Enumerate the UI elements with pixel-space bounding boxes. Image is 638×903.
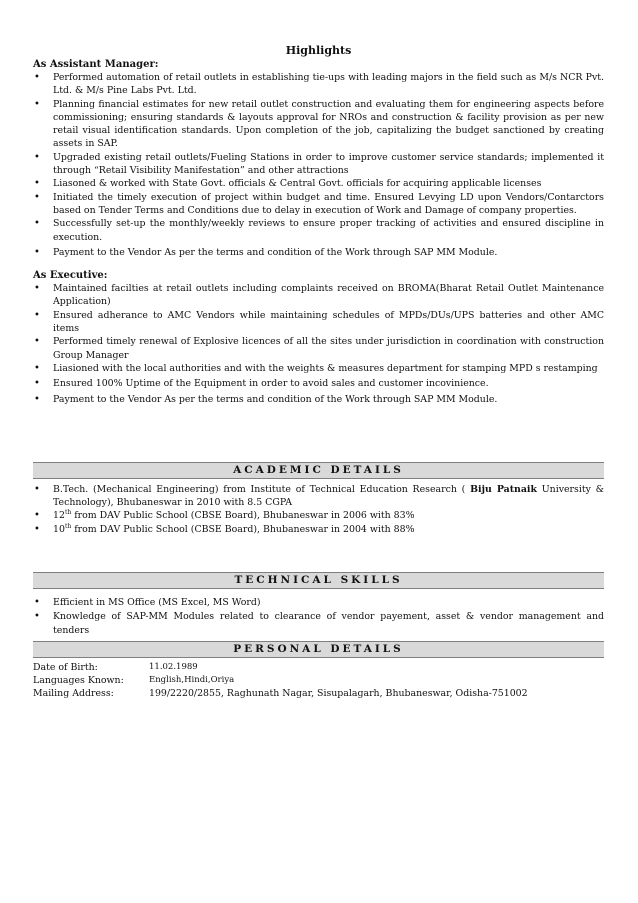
languages-label: Languages Known:: [33, 674, 124, 686]
list-item: • Liasioned with the local authorities and with the weights & measures department for stamping MPD s restamping: [33, 362, 604, 375]
table-row: [33, 687, 528, 700]
technical-list: [33, 596, 604, 637]
btech-text-end: University & Technology), Bhubaneswar in 2010 with 8.5 CGPA: [53, 483, 605, 509]
list-item: • Ensured adherance to AMC Vendors while maintaining schedules of MPDs/DUs/UPS batteries and other AMC items: [33, 309, 604, 336]
list-item: • Successfully set-up the monthly/weekly reviews to ensure proper tracking of activities and ensured discipline in execution.: [33, 217, 604, 244]
dob-value: 11.02.1989: [149, 661, 198, 672]
assistant-manager-heading: As Assistant Manager:: [33, 59, 159, 70]
academic-list: [33, 483, 604, 536]
list-item: • Performed timely renewal of Explosive licences of all the sites under jurisdiction in coordination with construction Group Manager: [33, 335, 604, 362]
highlights-title: Highlights: [285, 44, 352, 57]
university-name: Biju Patnaik: [470, 483, 537, 495]
list-item: • Maintained facilties at retail outlets including complaints received on BROMA(Bharat Retail Outlet Maintenance Application): [33, 282, 604, 309]
dob-label: Date of Birth:: [33, 661, 98, 673]
tenth-number: 10: [53, 523, 65, 535]
list-item: • Payment to the Vendor As per the terms and condition of the Work through SAP MM Module.: [33, 393, 604, 406]
table-row: [33, 674, 528, 687]
list-item: • Upgraded existing retail outlets/Fueling Stations in order to improve customer service standards; implemented it through “Retail Visibility Manifestation” and other attractions: [33, 151, 604, 178]
btech-text: B.Tech. (Mechanical Engineering) from Institute of Technical Education Research (: [53, 483, 466, 495]
list-item: • Initiated the timely execution of project within budget and time. Ensured Levying LD upon Vendors/Contarctors based on Tender Terms and Conditions due to delay in execution of Work and Damage of company properties.: [33, 191, 604, 218]
list-item: • Knowledge of SAP-MM Modules related to clearance of vendor payement, asset & vendor management and tenders: [33, 610, 604, 637]
list-item: • Payment to the Vendor As per the terms and condition of the Work through SAP MM Module.: [33, 246, 604, 259]
academic-section-header: ACADEMIC DETAILS: [33, 462, 604, 479]
ordinal-suffix: th: [64, 522, 72, 530]
list-item: • Ensured 100% Uptime of the Equipment in order to avoid sales and customer incovinience.: [33, 377, 604, 390]
executive-heading: As Executive:: [33, 270, 108, 282]
personal-section-header: PERSONAL DETAILS: [33, 641, 604, 658]
table-row: [33, 661, 528, 674]
personal-details-table: [33, 661, 528, 700]
list-item: [33, 483, 604, 510]
list-item: • Performed automation of retail outlets in establishing tie-ups with leading majors in the field such as M/s NCR Pvt. Ltd. & M/s Pine Labs Pvt. Ltd.: [33, 71, 604, 98]
twelfth-number: 12: [53, 510, 65, 522]
list-item: [33, 509, 604, 522]
list-item: • Planning financial estimates for new retail outlet construction and evaluating them for engineering aspects before commissioning; ensuring standards & layouts approval for NROs and construction & facility provision as per new retail visual identification standards. Upon completion of the job, capitalizing the budget sanctioned by creating assets in SAP.: [33, 98, 604, 151]
executive-list: [33, 282, 604, 406]
tenth-text: from DAV Public School (CBSE Board), Bhubaneswar in 2004 with 88%: [71, 523, 415, 535]
technical-section-header: TECHNICAL SKILLS: [33, 572, 604, 589]
list-item: • Liasoned & worked with State Govt. officials & Central Govt. officials for acquiring applicable licenses: [33, 177, 604, 190]
address-value: 199/2220/2855, Raghunath Nagar, Sisupalagarh, Bhubaneswar, Odisha-751002: [149, 687, 528, 699]
languages-value: English,Hindi,Oriya: [149, 674, 235, 685]
ordinal-suffix: th: [64, 509, 72, 517]
address-label: Mailing Address:: [33, 687, 114, 699]
assistant-manager-list: [33, 71, 604, 259]
twelfth-text: from DAV Public School (CBSE Board), Bhubaneswar in 2006 with 83%: [71, 510, 415, 522]
list-item: [33, 523, 604, 536]
list-item: • Efficient in MS Office (MS Excel, MS Word): [33, 596, 604, 609]
